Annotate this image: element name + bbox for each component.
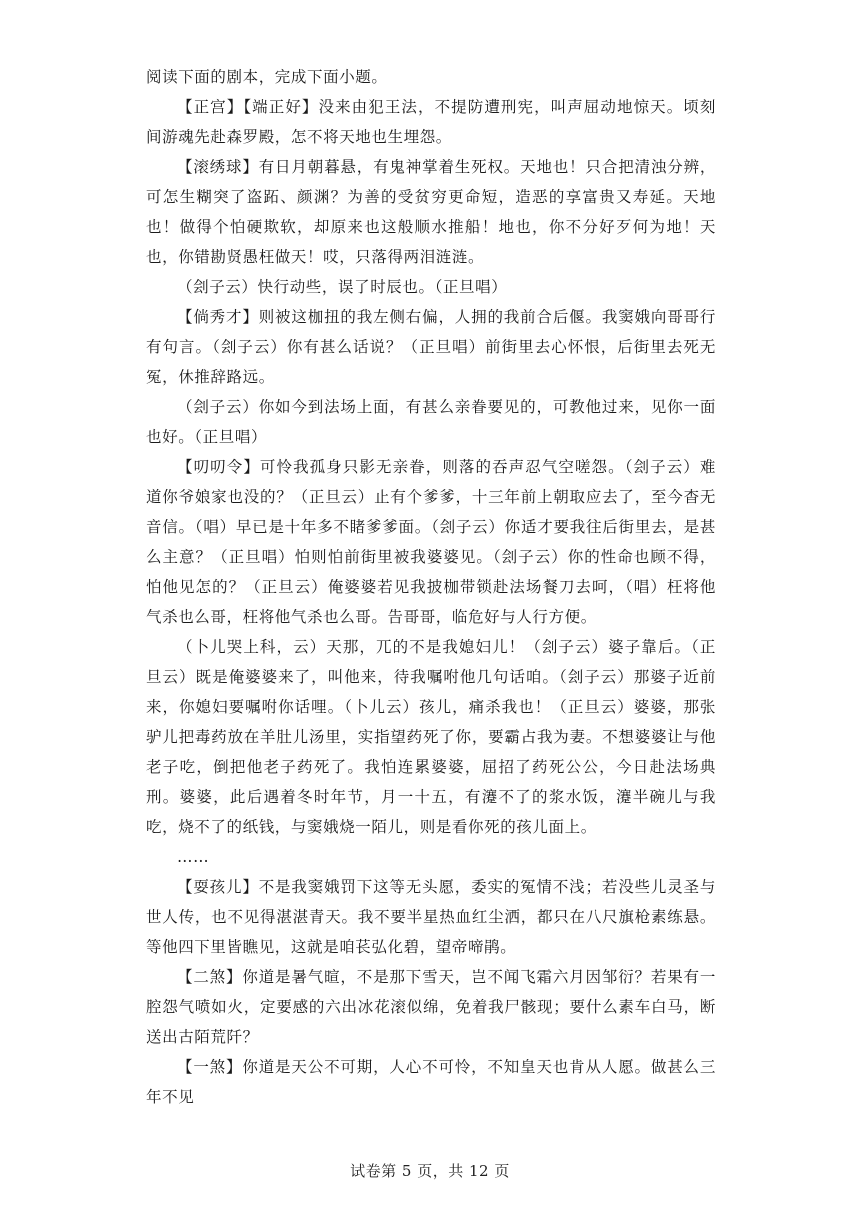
document-body (146, 62, 716, 1112)
paragraph-gunxiuqiu: 【滚绣球】有日月朝暮悬，有鬼神掌着生死权。天地也！只合把清浊分辨，可怎生糊突了盗跖、颜渊？为善的受贫穷更命短，造恶的享富贵又寿延。天地也！做得个怕硬欺软，却原来也这般顺水推船！地也，你不分好歹何为地！天也，你错勘贤愚枉做天！哎，只落得两泪涟涟。 (146, 158, 716, 266)
paragraph-yisha: 【一煞】你道是天公不可期，人心不可怜，不知皇天也肯从人愿。做甚么三年不见 (146, 1058, 716, 1106)
page-footer: 试卷第 5 页，共 12 页 (350, 1162, 510, 1180)
paragraph-zhenggong: 【正宫】【端正好】没来由犯王法，不提防遭刑宪，叫声屈动地惊天。顷刻间游魂先赴森罗殿，怎不将天地也生埋怨。 (146, 98, 716, 146)
paragraph-daodaoling: 【叨叨令】可怜我孤身只影无亲眷，则落的吞声忍气空嗟怨。（刽子云）难道你爷娘家也没的？（正旦云）止有个爹爹，十三年前上朝取应去了，至今杳无音信。（唱）早已是十年多不睹爹爹面。（刽子云）你适才要我往后街里去，是甚么主意？（正旦唱）怕则怕前街里被我婆婆见。（刽子云）你的性命也顾不得，怕他见怎的？（正旦云）俺婆婆若见我披枷带锁赴法场餐刀去呵，（唱）枉将他气杀也么哥，枉将他气杀也么哥。告哥哥，临危好与人行方便。 (146, 458, 716, 626)
paragraph-guizi-2: （刽子云）你如今到法场上面，有甚么亲眷要见的，可教他过来，见你一面也好。（正旦唱） (146, 398, 716, 446)
reading-instruction: 阅读下面的剧本，完成下面小题。 (146, 68, 388, 86)
paragraph-guizi-1: （刽子云）快行动些，误了时辰也。（正旦唱） (177, 278, 508, 296)
ellipsis: …… (177, 848, 210, 866)
paragraph-tangxiucai: 【倘秀才】则被这枷扭的我左侧右偏，人拥的我前合后偃。我窦娥向哥哥行有句言。（刽子云）你有甚么话说？（正旦唱）前街里去心怀恨，后街里去死无冤，休推辞路远。 (146, 308, 716, 386)
paragraph-shuahaier: 【耍孩儿】不是我窦娥罚下这等无头愿，委实的冤情不浅；若没些儿灵圣与世人传，也不见得湛湛青天。我不要半星热血红尘洒，都只在八尺旗枪素练悬。等他四下里皆瞧见，这就是咱苌弘化碧，望帝啼鹃。 (146, 878, 716, 956)
paragraph-ersha: 【二煞】你道是暑气暄，不是那下雪天，岂不闻飞霜六月因邹衍？若果有一腔怨气喷如火，定要感的六出冰花滚似绵，免着我尸骸现；要什么素车白马，断送出古陌荒阡？ (146, 968, 716, 1046)
paragraph-buer: （卜儿哭上科，云）天那，兀的不是我媳妇儿！（刽子云）婆子靠后。（正旦云）既是俺婆婆来了，叫他来，待我嘱咐他几句话咱。（刽子云）那婆子近前来，你媳妇要嘱咐你话哩。（卜儿云）孩儿，痛杀我也！（正旦云）婆婆，那张驴儿把毒药放在羊肚儿汤里，实指望药死了你，要霸占我为妻。不想婆婆让与他老子吃，倒把他老子药死了。我怕连累婆婆，屈招了药死公公，今日赴法场典刑。婆婆，此后遇着冬时年节，月一十五，有瀽不了的浆水饭，瀽半碗儿与我吃，烧不了的纸钱，与窦娥烧一陌儿，则是看你死的孩儿面上。 (146, 638, 716, 836)
